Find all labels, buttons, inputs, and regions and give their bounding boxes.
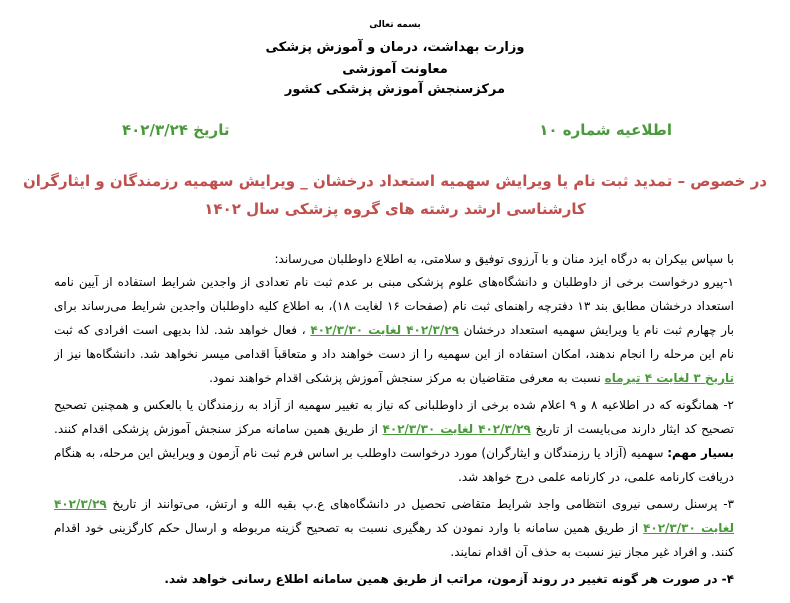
paragraph-2-line-3 (54, 446, 734, 466)
announcement-number: اطلاعیه شماره ۱۰ (539, 121, 672, 139)
paragraph-2-line-2 (54, 422, 734, 442)
important-label: بسیار مهم: (667, 446, 734, 460)
subject-line-1: در خصوص – تمدید ثبت نام یا ویرایش سهمیه استعداد درخشان _ ویرایش سهمیه رزمندگان و ایثارگران (22, 172, 768, 190)
paragraph-1-line-2: استعداد درخشان مطابق بند ۱۳ دفترچه راهنمای ثبت نام (صفحات ۱۶ لغایت ۱۸)، به اطلاع کلیه داوطلبان واجدین شرایط می‌رساند برای (54, 299, 734, 313)
date-range-highlight: ۴۰۲/۳/۲۹ لغایت ۴۰۲/۳/۳۰ (310, 323, 459, 337)
text-segment: سهمیه (آزاد یا رزمندگان و ایثارگران) مورد درخواست داوطلب بر اساس فرم ثبت نام آزمون و ویرایش این مرحله، به هنگام (54, 446, 664, 460)
paragraph-2-line-1: ۲- همانگونه که در اطلاعیه ۸ و ۹ اعلام شده برخی از داوطلبانی که نیاز به تغییر سهمیه از آزاد به رزمندگان یا بالعکس و همچنین تصحیح (54, 398, 734, 412)
date-highlight: لغایت ۴۰۲/۳/۳۰ (643, 521, 734, 535)
date-range-highlight: ۴۰۲/۳/۲۹ لغایت ۴۰۲/۳/۳۰ (382, 422, 531, 436)
text-segment: از طریق همین سامانه مرکز سنجش آموزش پزشکی اقدام کنند. (54, 422, 378, 436)
subject-line-2: کارشناسی ارشد رشته های گروه پزشکی سال ۱۴۰۲ (204, 200, 586, 218)
text-segment: ، فعال خواهد شد. لذا بدیهی است افرادی که ثبت (54, 323, 306, 337)
bismillah-heading: بسمه تعالی (369, 20, 421, 30)
date-highlight: ۴۰۲/۳/۲۹ (54, 497, 107, 511)
ministry-name: وزارت بهداشت، درمان و آموزش پزشکی (265, 40, 525, 55)
text-segment: نسبت به معرفی متقاضیان به مرکز سنجش آموزش پزشکی اقدام خواهند نمود. (209, 371, 601, 385)
date-range-highlight: تاریخ ۳ لغایت ۴ تیرماه (604, 371, 734, 385)
paragraph-3-line-2 (54, 521, 734, 541)
announcement-date: تاریخ ۴۰۲/۳/۲۴ (122, 121, 230, 139)
deputy-name: معاونت آموزشی (342, 62, 448, 77)
intro-text: با سپاس بیکران به درگاه ایزد منان و با آرزوی توفیق و سلامتی، به اطلاع داوطلبان می‌رساند: (274, 252, 734, 266)
paragraph-1-line-4: نام این مرحله را انجام ندهند، امکان استفاده از این سهمیه را از دست خواهند داد و متعاقباً اقدامی میسر نخواهد شد. دانشگاه‌ها نیز از (54, 347, 734, 361)
paragraph-3-line-3: کنند. و افراد غیر مجاز نیز نسبت به حذف آن اقدام نمایند. (450, 545, 734, 559)
text-segment: ۳- پرسنل رسمی نیروی انتظامی واجد شرایط متقاضی تحصیل در دانشگاه‌های ع.پ بقیه الله و ارتش، می‌توانند از تاریخ (112, 497, 734, 511)
paragraph-1-line-3 (54, 323, 734, 343)
paragraph-4: ۴- در صورت هر گونه تغییر در روند آزمون، مراتب از طریق همین سامانه اطلاع رسانی خواهد شد. (164, 572, 734, 586)
paragraph-1-line-5 (54, 371, 734, 391)
text-segment: از طریق همین سامانه با وارد نمودن کد رهگیری نسبت به تصحیح گزینه مربوطه و ارسال حکم کارگزینی خود اقدام (54, 521, 639, 535)
paragraph-1-line-1: ۱-پیرو درخواست برخی از داوطلبان و دانشگاه‌های علوم پزشکی مبنی بر عدم ثبت نام تعدادی از واجدین شرایط استفاده از آیین نامه (54, 275, 734, 289)
paragraph-3-line-1 (54, 497, 734, 517)
center-name: مرکزسنجش آموزش پزشکی کشور (284, 82, 506, 97)
text-segment: تصحیح کد ایثار دارند می‌بایست از تاریخ (535, 422, 734, 436)
paragraph-2-line-4: دریافت کارنامه علمی، در کارنامه علمی درج خواهد شد. (458, 470, 734, 484)
text-segment: بار چهارم ثبت نام یا ویرایش سهمیه استعداد درخشان (463, 323, 734, 337)
